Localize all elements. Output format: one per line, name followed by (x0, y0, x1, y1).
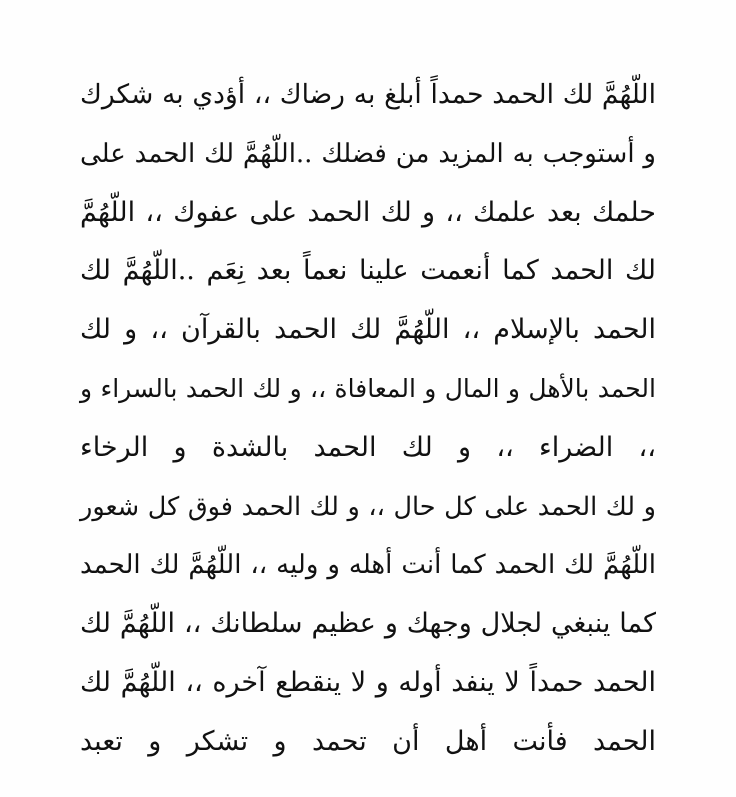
text-line: و أستوجب به المزيد من فضلك ..اللّهُمَّ لك الحمد على (80, 138, 656, 169)
text-line: لك الحمد كما أنعمت علينا نعماً بعد نِعَم ..اللّهُمَّ لك (80, 255, 656, 287)
text-line: اللّهُمَّ لك الحمد حمداً أبلغ به رضاك ،، أؤدي به شكرك (80, 79, 656, 110)
prayer-text (80, 66, 656, 772)
text-line: الحمد بالأهل و المال و المعافاة ،، و لك الحمد بالسراء و (80, 373, 656, 403)
text-line: الحمد بالإسلام ،، اللّهُمَّ لك الحمد بالقرآن ،، و لك (80, 314, 656, 346)
text-line: الحمد فأنت أهل أن تحمد و تشكر و تعبد (80, 725, 656, 757)
text-line: الحمد حمداً لا ينفد أوله و لا ينقطع آخره ،، اللّهُمَّ لك (80, 666, 656, 698)
text-line: كما ينبغي لجلال وجهك و عظيم سلطانك ،، اللّهُمَّ لك (80, 608, 656, 640)
text-line: حلمك بعد علمك ،، و لك الحمد على عفوك ،، اللّهُمَّ (80, 196, 656, 228)
text-line: و لك الحمد على كل حال ،، و لك الحمد فوق كل شعور (80, 491, 656, 522)
text-line: ،، الضراء ،، و لك الحمد بالشدة و الرخاء (80, 431, 656, 463)
text-line: اللّهُمَّ لك الحمد كما أنت أهله و وليه ،، اللّهُمَّ لك الحمد (80, 550, 656, 581)
